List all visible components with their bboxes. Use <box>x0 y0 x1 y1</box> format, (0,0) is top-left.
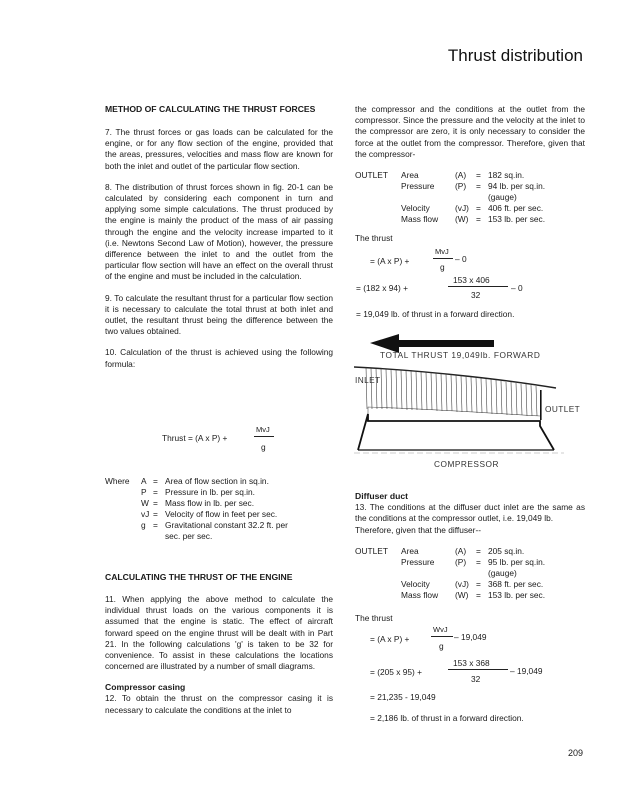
outlet-row: OUTLET Area (A) = 182 sq.in. <box>355 170 525 180</box>
calc2-line2-rhs: – 19,049 <box>510 666 543 676</box>
calc1-result: = 19,049 lb. of thrust in a forward direction. <box>356 309 515 319</box>
outlet-row: OUTLET Area (A) = 205 sq.in. <box>355 546 525 556</box>
definition-row: vJ = Velocity of flow in feet per sec. <box>141 509 278 519</box>
outlet-row: Velocity (vJ) = 368 ft. per sec. <box>401 579 544 589</box>
compressor-label: COMPRESSOR <box>434 459 499 469</box>
outlet-row: (gauge) <box>488 568 517 578</box>
variable-definitions <box>105 476 288 542</box>
heading-method: METHOD OF CALCULATING THE THRUST FORCES <box>105 104 316 114</box>
definition-row: g = Gravitational constant 32.2 ft. per <box>141 520 288 530</box>
outlet-row: Mass flow (W) = 153 lb. per sec. <box>401 590 546 600</box>
left-column <box>105 104 333 370</box>
thrust-label-2: The thrust <box>355 613 393 623</box>
calc2-line1-bar <box>431 636 453 637</box>
outlet-row: Velocity (vJ) = 406 ft. per sec. <box>401 203 544 213</box>
inner-drum <box>368 407 540 416</box>
formula-lhs: Thrust = (A x P) + <box>162 433 228 443</box>
paragraph-12-continued: the compressor and the conditions at the outlet from the compressor. Since the pressure and the velocity at the inlet to the compressor are zero, it is only necessary to consider the force at the outlet from the compressor. Therefore, given that the compressor- <box>355 104 585 159</box>
paragraph-10: 10. Calculation of the thrust is achieved using the following formula: <box>105 347 333 369</box>
formula-denominator: g <box>261 442 266 452</box>
paragraph-12: 12. To obtain the thrust on the compressor casing it is necessary to calculate the conditions at the inlet to <box>105 693 333 715</box>
calc1-line1-numerator: MvJ <box>435 247 449 256</box>
diffuser-section <box>355 491 585 537</box>
calc2-line2-denominator: 32 <box>471 674 481 684</box>
calc2-line2-numerator: 153 x 368 <box>453 658 490 668</box>
calc2-line1-lhs: = (A x P) + <box>370 634 410 644</box>
page-number: 209 <box>567 748 583 758</box>
calc1-line1-bar <box>433 258 453 259</box>
inlet-label: INLET <box>355 375 381 385</box>
right-column-top <box>355 104 585 160</box>
heading-diffuser-duct: Diffuser duct <box>355 491 408 501</box>
definition-row: Where A = Area of flow section in sq.in. <box>105 476 269 486</box>
calc2-line2-lhs: = (205 x 95) + <box>370 667 422 677</box>
definition-row: W = Mass flow in lb. per sec. <box>141 498 255 508</box>
calc2-line1-numerator: WvJ <box>433 625 448 634</box>
outlet-divider <box>540 390 542 420</box>
heading-engine: CALCULATING THE THRUST OF THE ENGINE <box>105 572 293 582</box>
paragraph-8: 8. The distribution of thrust forces shown in fig. 20-1 can be calculated by considering each component in turn and applying some simple calculations. The thrust produced by the engine is mainly the product of the mass of air passing through the engine and the velocity increase imparted to it (i.e. Newtons Second Law of Motion), however, the pressure difference between the inlet to and the outlet from the particular flow section will have an effect on the overall thrust of the engine and must be included in the calculation. <box>105 181 333 282</box>
thrust-label-1: The thrust <box>355 233 393 243</box>
compressor-thrust-diagram <box>354 330 586 470</box>
definition-row: sec. per sec. <box>165 531 213 541</box>
compressor-outlet-table <box>355 170 545 225</box>
outlet-row: Pressure (P) = 95 lb. per sq.in. <box>401 557 546 567</box>
calc1-line2-numerator: 153 x 406 <box>453 275 490 285</box>
outlet-row: Pressure (P) = 94 lb. per sq.in. <box>401 181 546 191</box>
paragraph-7: 7. The thrust forces or gas loads can be calculated for the engine, or for any flow section of the engine, provided that the areas, pressures, velocities and mass flow are known for both the inlet and outlet of the particular flow section. <box>105 127 333 171</box>
paragraph-9: 9. To calculate the resultant thrust for a particular flow section it is necessary to calculate the total thrust at both inlet and outlet, the resultant thrust being the difference between the two values obtained. <box>105 292 333 337</box>
paragraph-11: 11. When applying the above method to calculate the individual thrust loads on the various components it is assumed that the engine is static. The effect of aircraft forward speed on the engine thrust will be dealt with in Part 21. In the following calculations 'g' is taken to be 32 for convenience. To assist in these calculations the locations concerned are illustrated by a number of small diagrams. <box>105 594 333 672</box>
calc2-line1-rhs: – 19,049 <box>454 632 487 642</box>
diffuser-outlet-table <box>355 546 545 601</box>
calc1-line2-lhs: = (182 x 94) + <box>356 283 408 293</box>
paragraph-13: 13. The conditions at the diffuser duct inlet are the same as the conditions at the compressor outlet, i.e. 19,049 lb. <box>355 502 585 524</box>
calc1-line1-lhs: = (A x P) + <box>370 256 410 266</box>
calc1-line2-rhs: – 0 <box>511 283 523 293</box>
calc2-result: = 2,186 lb. of thrust in a forward direction. <box>370 713 524 723</box>
calc1-line2-bar <box>448 286 508 287</box>
formula-fraction-bar <box>254 436 274 437</box>
outlet-row: Mass flow (W) = 153 lb. per sec. <box>401 214 546 224</box>
compressor-casing-line <box>354 367 556 388</box>
total-thrust-label: TOTAL THRUST 19,049lb. FORWARD <box>380 350 541 360</box>
calc2-line1-denominator: g <box>439 641 444 651</box>
calc1-line1-rhs: – 0 <box>455 254 467 264</box>
heading-compressor-casing: Compressor casing <box>105 682 186 693</box>
calc2-difference: = 21,235 - 19,049 <box>370 692 436 702</box>
calc1-line1-denominator: g <box>440 262 445 272</box>
calc1-line2-denominator: 32 <box>471 290 481 300</box>
definition-row: P = Pressure in lb. per sq.in. <box>141 487 255 497</box>
outlet-row: (gauge) <box>488 192 517 202</box>
outlet-label: OUTLET <box>545 404 581 414</box>
compressor-base <box>358 414 554 450</box>
left-column-lower <box>105 572 333 716</box>
page-title: Thrust distribution <box>447 46 583 65</box>
calc2-line2-bar <box>448 669 508 670</box>
diffuser-given: Therefore, given that the diffuser-- <box>355 525 481 536</box>
formula-numerator: MvJ <box>256 425 270 434</box>
